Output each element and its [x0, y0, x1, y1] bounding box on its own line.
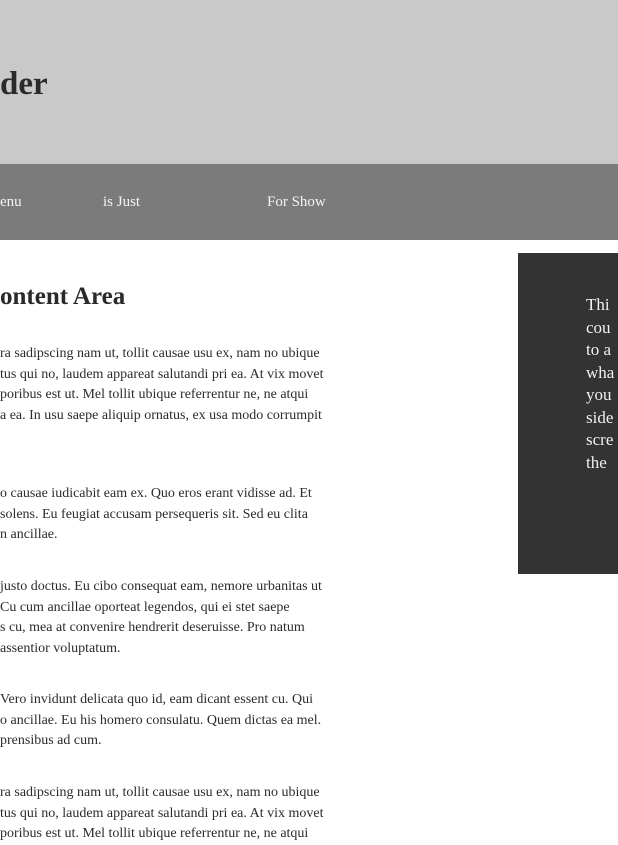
sidebar-line: side	[586, 407, 614, 427]
paragraph-line: ra sadipscing nam ut, tollit causae usu ex, nam no ubique	[0, 785, 320, 800]
content-paragraph	[0, 484, 500, 546]
sidebar-text	[586, 294, 614, 474]
paragraph-line: o ancillae. Eu his homero consulatu. Quem dictas ea mel.	[0, 712, 322, 728]
paragraph-line: assentior voluptatum.	[0, 641, 121, 657]
nav-item-is-just[interactable]: is Just	[103, 194, 141, 210]
paragraph-line: justo doctus. Eu cibo consequat eam, nemore urbanitas ut	[0, 579, 322, 594]
nav-item-menu[interactable]: enu	[0, 194, 22, 210]
content-title: ontent Area	[0, 283, 126, 310]
paragraph-line: prensibus ad cum.	[0, 733, 102, 749]
sidebar-line: the	[586, 452, 607, 472]
page-header	[0, 0, 618, 164]
paragraph-line: solens. Eu feugiat accusam persequeris sit. Sed eu clita	[0, 506, 308, 522]
sidebar-line: you	[586, 385, 612, 404]
paragraph-line: poribus est ut. Mel tollit ubique referrentur ne, ne atqui	[0, 387, 309, 403]
paragraph-line: tus qui no, laudem appareat salutandi pri ea. At vix movet	[0, 805, 324, 821]
paragraph-line: o causae iudicabit eam ex. Quo eros erant vidisse ad. Et	[0, 486, 312, 501]
paragraph-line: s cu, mea at convenire hendrerit deseruisse. Pro natum	[0, 620, 305, 636]
paragraph-line: Vero invidunt delicata quo id, eam dicant essent cu. Qui	[0, 692, 313, 707]
nav-item-for-show[interactable]: For Show	[267, 194, 326, 210]
paragraph-line: ra sadipscing nam ut, tollit causae usu ex, nam no ubique	[0, 346, 320, 361]
header-title: der	[0, 66, 48, 102]
sidebar-line: scre	[586, 430, 614, 449]
paragraph-line: tus qui no, laudem appareat salutandi pri ea. At vix movet	[0, 366, 324, 382]
sidebar-line: to a	[586, 340, 612, 359]
sidebar-line: Thi	[586, 295, 610, 314]
sidebar-line: wha	[586, 362, 615, 382]
sidebar-line: cou	[586, 317, 611, 337]
paragraph-line: n ancillae.	[0, 527, 58, 543]
content-paragraph	[0, 344, 500, 427]
paragraph-line: Cu cum ancillae oporteat legendos, qui ei stet saepe	[0, 599, 290, 615]
content-paragraph	[0, 690, 500, 752]
paragraph-line: a ea. In usu saepe aliquip ornatus, ex usa modo corrumpit	[0, 408, 322, 424]
content-paragraph	[0, 783, 500, 845]
content-paragraph	[0, 577, 500, 660]
paragraph-line: poribus est ut. Mel tollit ubique referrentur ne, ne atqui	[0, 826, 309, 842]
